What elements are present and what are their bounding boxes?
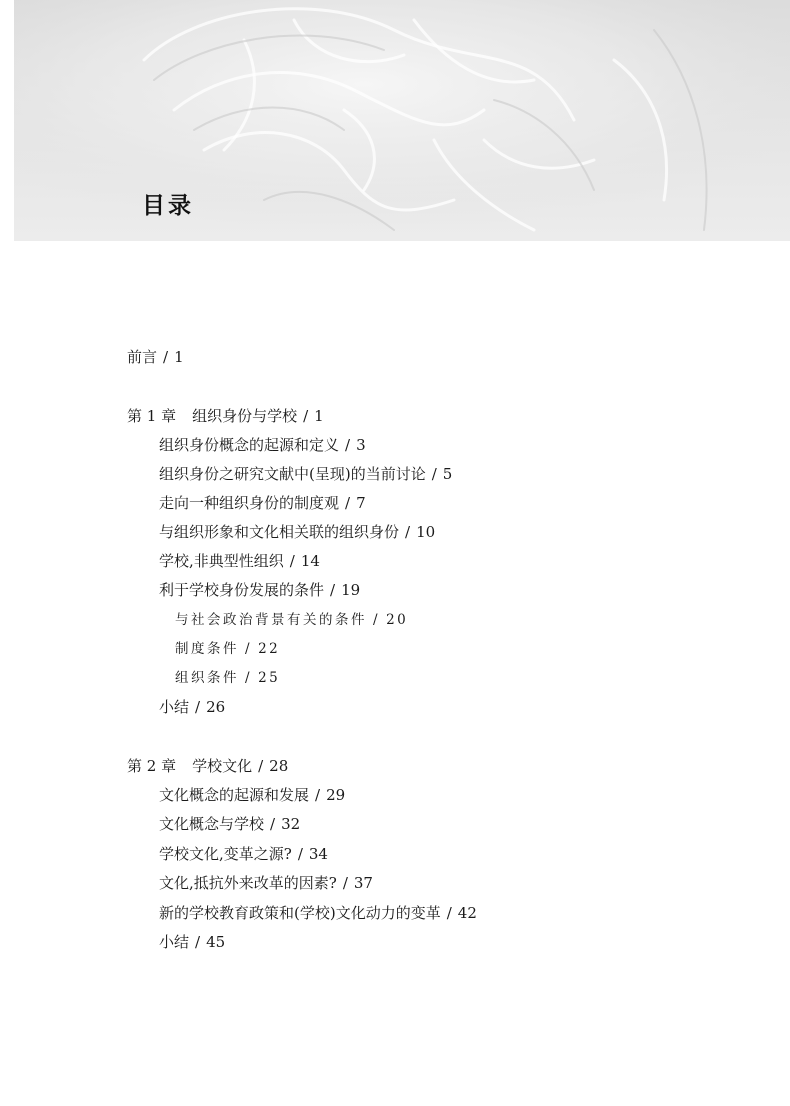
toc-section[interactable] bbox=[159, 785, 345, 805]
toc-page-number: 34 bbox=[308, 845, 328, 863]
toc-separator: / bbox=[195, 698, 201, 716]
toc-page-number: 7 bbox=[356, 494, 366, 512]
toc-separator: / bbox=[297, 845, 303, 863]
toc-entry-title: 组织条件 bbox=[175, 670, 239, 686]
toc-page-number: 19 bbox=[341, 581, 361, 599]
toc-separator: / bbox=[405, 523, 411, 541]
toc-section[interactable] bbox=[159, 814, 300, 834]
toc-section[interactable] bbox=[159, 464, 452, 484]
toc-page-number: 20 bbox=[386, 612, 409, 628]
toc-subsection[interactable] bbox=[175, 639, 280, 659]
toc-subsection[interactable] bbox=[175, 610, 408, 630]
toc-separator: / bbox=[270, 815, 276, 833]
toc-entry-title: 文化概念与学校 bbox=[159, 815, 265, 833]
toc-entry-title: 小结 bbox=[159, 698, 190, 716]
chapter-title: 学校文化 bbox=[192, 757, 253, 775]
toc-section[interactable] bbox=[159, 435, 366, 455]
toc-separator: / bbox=[195, 933, 201, 951]
toc-entry-title: 文化,抵抗外来改革的因素? bbox=[159, 874, 337, 892]
toc-page-number: 14 bbox=[300, 552, 320, 570]
toc-chapter-2[interactable] bbox=[127, 756, 288, 776]
toc-section[interactable] bbox=[159, 697, 225, 717]
toc-separator: / bbox=[315, 786, 321, 804]
brain-watermark-image bbox=[14, 0, 790, 241]
toc-entry-title: 学校文化,变革之源? bbox=[159, 845, 292, 863]
toc-section[interactable] bbox=[159, 493, 366, 513]
toc-separator: / bbox=[342, 874, 348, 892]
toc-page-number: 1 bbox=[314, 407, 324, 425]
chapter-number: 第 2 章 bbox=[127, 757, 177, 775]
toc-page-number: 26 bbox=[206, 698, 226, 716]
toc-entry-title: 文化概念的起源和发展 bbox=[159, 786, 310, 804]
toc-page-number: 1 bbox=[174, 348, 184, 366]
toc-section[interactable] bbox=[159, 873, 373, 893]
toc-entry-title: 走向一种组织身份的制度观 bbox=[159, 494, 340, 512]
toc-separator: / bbox=[330, 581, 336, 599]
toc-separator: / bbox=[345, 436, 351, 454]
toc-section[interactable] bbox=[159, 932, 225, 952]
toc-entry-title: 制度条件 bbox=[175, 641, 239, 657]
toc-entry-title: 学校,非典型性组织 bbox=[159, 552, 284, 570]
toc-entry-title: 组织身份之研究文献中(呈现)的当前讨论 bbox=[159, 465, 426, 483]
toc-separator: / bbox=[303, 407, 309, 425]
toc-separator: / bbox=[446, 904, 452, 922]
toc-separator: / bbox=[163, 348, 169, 366]
toc-entry-title: 与组织形象和文化相关联的组织身份 bbox=[159, 523, 400, 541]
toc-page-number: 22 bbox=[258, 641, 281, 657]
toc-entry-title: 与社会政治背景有关的条件 bbox=[175, 612, 367, 628]
toc-section[interactable] bbox=[159, 580, 360, 600]
toc-separator: / bbox=[345, 494, 351, 512]
toc-page-number: 28 bbox=[269, 757, 289, 775]
toc-entry-title: 前言 bbox=[127, 348, 158, 366]
toc-chapter-1[interactable] bbox=[127, 406, 324, 426]
toc-separator: / bbox=[431, 465, 437, 483]
toc-page-number: 45 bbox=[206, 933, 226, 951]
toc-page-number: 29 bbox=[326, 786, 346, 804]
toc-separator: / bbox=[245, 641, 253, 657]
toc-subsection[interactable] bbox=[175, 668, 280, 688]
chapter-title: 组织身份与学校 bbox=[192, 407, 298, 425]
toc-separator: / bbox=[258, 757, 264, 775]
toc-section[interactable] bbox=[159, 522, 435, 542]
toc-page-number: 42 bbox=[457, 904, 477, 922]
toc-separator: / bbox=[289, 552, 295, 570]
toc-separator: / bbox=[373, 612, 381, 628]
toc-entry-preface[interactable] bbox=[127, 347, 184, 367]
toc-entry-title: 小结 bbox=[159, 933, 190, 951]
toc-entry-title: 组织身份概念的起源和定义 bbox=[159, 436, 340, 454]
toc-entry-title: 新的学校教育政策和(学校)文化动力的变革 bbox=[159, 904, 441, 922]
toc-page-number: 37 bbox=[353, 874, 373, 892]
toc-page-number: 25 bbox=[258, 670, 281, 686]
toc-separator: / bbox=[245, 670, 253, 686]
toc-page-number: 32 bbox=[281, 815, 301, 833]
header-banner bbox=[14, 0, 790, 241]
toc-section[interactable] bbox=[159, 903, 477, 923]
toc-page-number: 5 bbox=[442, 465, 453, 483]
toc-section[interactable] bbox=[159, 844, 328, 864]
toc-page-number: 3 bbox=[356, 436, 366, 454]
toc-page-number: 10 bbox=[416, 523, 436, 541]
chapter-number: 第 1 章 bbox=[127, 407, 177, 425]
toc-entry-title: 利于学校身份发展的条件 bbox=[159, 581, 325, 599]
toc-section[interactable] bbox=[159, 551, 320, 571]
page-title: 目录 bbox=[142, 193, 194, 219]
